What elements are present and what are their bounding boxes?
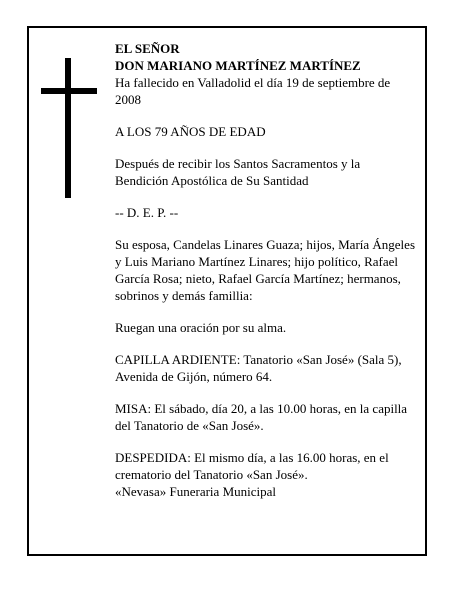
- cross-icon: [41, 58, 97, 198]
- title-line-2: DON MARIANO MARTÍNEZ MARTÍNEZ: [115, 58, 361, 73]
- rip-line: -- D. E. P. --: [115, 205, 179, 220]
- age-line: A LOS 79 AÑOS DE EDAD: [115, 124, 266, 139]
- death-info: Ha fallecido en Valladolid el día 19 de septiembre de 2008: [115, 75, 391, 107]
- cross-horizontal-bar: [41, 88, 97, 94]
- cross-vertical-bar: [65, 58, 71, 198]
- funeral-home-line: «Nevasa» Funeraria Municipal: [115, 484, 277, 499]
- deceased-title: [115, 40, 415, 74]
- obituary-text: [115, 40, 415, 500]
- mass-line: MISA: El sábado, día 20, a las 10.00 horas, en la capilla del Tanatorio de «San José».: [115, 401, 408, 433]
- farewell-line: DESPEDIDA: El mismo día, a las 16.00 horas, en el crematorio del Tanatorio «San José».: [115, 450, 389, 482]
- family-line: Su esposa, Candelas Linares Guaza; hijos, María Ángeles y Luis Mariano Martínez Linares; hijo político, Rafael García Rosa; nieto, Rafael García Martínez; hermanos, sobrinos y demás famillia:: [115, 237, 416, 303]
- chapel-line: CAPILLA ARDIENTE: Tanatorio «San José» (Sala 5), Avenida de Gijón, número 64.: [115, 352, 402, 384]
- title-line-1: EL SEÑOR: [115, 41, 180, 56]
- sacraments-line: Después de recibir los Santos Sacramentos y la Bendición Apostólica de Su Santidad: [115, 156, 361, 188]
- prayer-line: Ruegan una oración por su alma.: [115, 320, 287, 335]
- obituary-card: [27, 26, 427, 556]
